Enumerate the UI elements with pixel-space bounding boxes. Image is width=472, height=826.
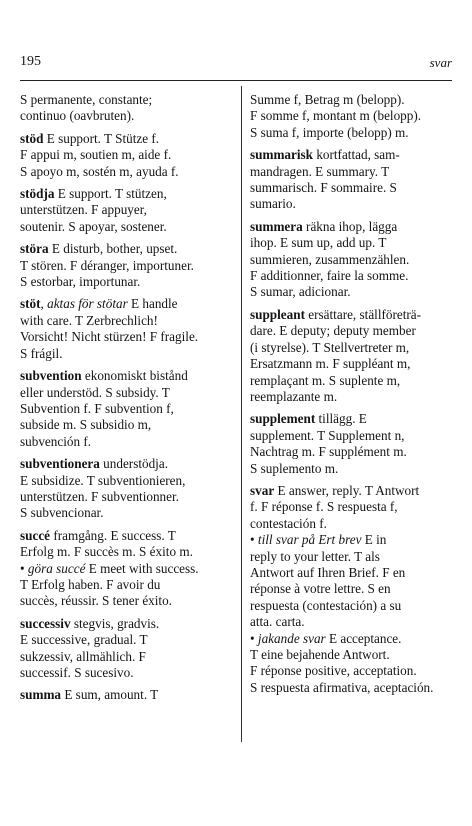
dictionary-entry [20, 456, 234, 522]
entry-line: S frágil. [20, 345, 63, 361]
entry-line: F réponse positive, acceptation. [250, 663, 417, 679]
entry-line: successif. S sucesivo. [20, 665, 134, 680]
entry-line: unterstützen. F subventionner. [20, 488, 179, 504]
entry-line: eller understöd. S subsidy. T [20, 384, 170, 400]
left-column [20, 92, 234, 710]
entry-line [250, 147, 454, 163]
entry-line [20, 296, 234, 312]
entry-line: subvención f. [20, 433, 92, 449]
entry-line: summarisch. F sommaire. S [250, 180, 397, 196]
entry-text: • [250, 630, 258, 646]
entry-line: soutenir. S apoyar, sostener. [20, 218, 167, 234]
entry-line: reply to your letter. T als [250, 548, 380, 564]
column-divider [241, 86, 242, 742]
entry-text: E sum, amount. T [61, 687, 159, 703]
headword: supplement [250, 411, 316, 427]
entry-line [20, 131, 234, 147]
entry-line: mandragen. E summary. T [250, 163, 390, 179]
entry-text: tillägg. E [315, 411, 367, 427]
dictionary-entry [20, 368, 234, 450]
entry-line: remplaçant m. S suplente m, [250, 372, 401, 388]
headword: succé [20, 527, 51, 543]
entry-line [20, 687, 234, 703]
entry-line: E successive, gradual. T [20, 632, 148, 648]
entry-line: Antwort auf Ihren Brief. F en [250, 564, 406, 580]
entry-line: summieren, zusammenzählen. [250, 251, 410, 267]
entry-line [20, 616, 234, 632]
entry-line: F additionner, faire la somme. [250, 268, 409, 284]
entry-line: supplement. T Supplement n, [250, 427, 405, 443]
entry-line: reemplazante m. [250, 388, 338, 404]
entry-line: T eine bejahende Antwort. [250, 647, 390, 662]
entry-line: S permanente, constante; [20, 92, 153, 107]
entry-line [20, 241, 234, 257]
entry-line: Erfolg m. F succès m. S éxito m. [20, 544, 193, 560]
entry-line: dare. E deputy; deputy member [250, 323, 416, 339]
right-column [250, 92, 454, 702]
entry-text: E meet with success. [85, 560, 199, 576]
entry-line: T stören. F déranger, importuner. [20, 257, 194, 273]
entry-line: E subsidize. T subventionieren, [20, 472, 186, 488]
entry-line: continuo (oavbruten). [20, 108, 135, 124]
headword: subvention [20, 368, 82, 384]
example-phrase: göra succé [27, 560, 86, 576]
entry-line: with care. T Zerbrechlich! [20, 312, 158, 328]
headword: summera [250, 218, 303, 234]
entry-line: f. F réponse f. S respuesta f, [250, 499, 398, 515]
entry-line [250, 483, 454, 499]
entry-text: ekonomiskt bistånd [81, 368, 188, 384]
entry-line [20, 456, 234, 472]
entry-text: kortfattad, sam- [313, 147, 400, 163]
entry-text: understödja. [99, 456, 168, 472]
dictionary-entry [250, 411, 454, 477]
running-head: svar [429, 55, 452, 70]
entry-line: F appui m, soutien m, aide f. [20, 147, 172, 163]
entry-text: E answer, reply. T Antwort [274, 482, 420, 498]
entry-line [250, 532, 454, 548]
entry-line: contestación f. [250, 515, 327, 531]
headword: störa [20, 241, 49, 257]
entry-line: respuesta (contestación) a su [250, 597, 402, 613]
dictionary-entry [250, 219, 454, 301]
headword: stöt [20, 296, 41, 312]
entry-line: Nachtrag m. F supplément m. [250, 444, 407, 460]
entry-line: (i styrelse). T Stellvertreter m, [250, 339, 410, 355]
example-phrase: jakande svar [257, 630, 326, 646]
entry-line: Subvention f. F subvention f, [20, 400, 174, 416]
headword: summarisk [250, 147, 314, 163]
entry-line: ihop. E sum up, add up. T [250, 235, 387, 251]
entry-line [20, 561, 234, 577]
headword: svar [250, 482, 275, 498]
entry-text: ersättare, ställföreträ- [304, 306, 422, 322]
entry-line [20, 186, 234, 202]
dictionary-entry [20, 241, 234, 290]
entry-line: sukzessiv, allmählich. F [20, 648, 146, 664]
entry-text: • [250, 532, 258, 548]
entry-line: S sumar, adicionar. [250, 284, 351, 300]
entry-line: réponse à votre lettre. S en [250, 581, 391, 597]
entry-line: Summe f, Betrag m (belopp). [250, 92, 405, 107]
entry-line: S respuesta afirmativa, aceptación. [250, 679, 434, 695]
entry-text: E disturb, bother, upset. [48, 241, 178, 257]
page-header [20, 54, 452, 74]
entry-line: Vorsicht! Nicht stürzen! F fragile. [20, 329, 199, 345]
dictionary-entry [250, 483, 454, 696]
dictionary-entry [20, 687, 234, 703]
dictionary-entry [20, 92, 234, 125]
headword: summa [20, 687, 62, 703]
entry-line [250, 219, 454, 235]
entry-line [250, 411, 454, 427]
headword: stöd [20, 130, 44, 146]
entry-text: räkna ihop, lägga [302, 218, 398, 234]
entry-text: • [20, 560, 28, 576]
entry-line: T Erfolg haben. F avoir du [20, 576, 161, 592]
entry-line: Ersatzmann m. F suppléant m, [250, 356, 411, 372]
entry-line: F somme f, montant m (belopp). [250, 108, 422, 124]
entry-line: S subvencionar. [20, 505, 104, 521]
entry-line: subside m. S subsidio m, [20, 417, 152, 433]
entry-text: E handle [127, 296, 178, 312]
headword: subventionera [20, 456, 100, 472]
entry-line: succès, réussir. S tener éxito. [20, 593, 172, 609]
example-phrase: till svar på Ert brev [257, 532, 362, 548]
entry-line: atta. carta. [250, 614, 305, 630]
entry-line: S suplemento m. [250, 460, 339, 476]
dictionary-entry [20, 131, 234, 180]
entry-line [20, 528, 234, 544]
entry-line: S estorbar, importunar. [20, 274, 141, 290]
headword: successiv [20, 615, 71, 631]
dictionary-entry [250, 147, 454, 213]
dictionary-entry [20, 528, 234, 610]
entry-text: stegvis, gradvis. [70, 615, 160, 631]
page-number: 195 [20, 54, 41, 69]
entry-line: S suma f, importe (belopp) m. [250, 124, 409, 140]
entry-text: E support. T stützen, [54, 186, 167, 202]
entry-text: E acceptance. [325, 630, 402, 646]
example-phrase: aktas för stötar [47, 296, 128, 312]
entry-line: sumario. [250, 196, 296, 212]
headword: suppleant [250, 306, 305, 322]
header-rule [20, 80, 452, 81]
dictionary-entry [250, 307, 454, 405]
dictionary-entry [20, 296, 234, 362]
entry-text: E in [361, 532, 387, 548]
entry-line: unterstützen. F appuyer, [20, 202, 147, 218]
entry-text: , [40, 296, 48, 312]
dictionary-entry [20, 616, 234, 682]
entry-text: E support. T Stütze f. [43, 130, 160, 146]
dictionary-entry [20, 186, 234, 235]
entry-text: framgång. E success. T [50, 527, 176, 543]
entry-line [250, 307, 454, 323]
dictionary-entry [250, 92, 454, 141]
entry-line: S apoyo m, sostén m, ayuda f. [20, 163, 179, 179]
headword: stödja [20, 186, 55, 202]
entry-line [20, 368, 234, 384]
entry-line [250, 631, 454, 647]
